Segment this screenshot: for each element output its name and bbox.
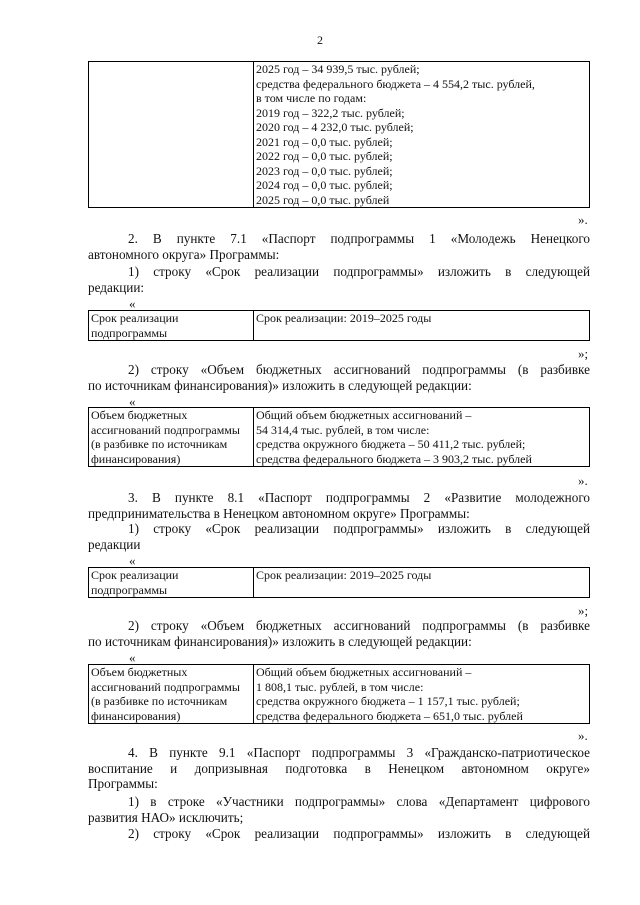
table-cell-label xyxy=(89,311,254,341)
closing-quote: »; xyxy=(578,346,589,361)
paragraph-line: воспитание и допризывная подготовка в Ненецком автономном округе» xyxy=(88,760,590,776)
paragraph-line: 2. В пункте 7.1 «Паспорт подпрограммы 1 «Молодежь Ненецкого xyxy=(128,231,590,246)
paragraph-line: по источникам финансирования)» изложить в следующей редакции: xyxy=(88,377,472,393)
table-line: Срок реализации: 2019–2025 годы xyxy=(256,568,432,582)
paragraph-line: 1) в строке «Участники подпрограммы» слова «Департамент цифрового xyxy=(128,794,590,809)
table-cell-value xyxy=(254,568,590,598)
paragraph-4-1 xyxy=(88,794,590,825)
table-line: 2019 год – 322,2 тыс. рублей; xyxy=(256,105,405,120)
paragraph-line: 2) строку «Объем бюджетных ассигнований подпрограммы (в разбивке xyxy=(128,362,590,377)
table-line: 2022 год – 0,0 тыс. рублей; xyxy=(256,149,393,163)
closing-quote: »; xyxy=(578,603,589,618)
closing-quote: ». xyxy=(578,728,588,743)
table-line: 2025 год – 34 939,5 тыс. рублей; xyxy=(256,62,420,76)
table-line: в том числе по годам: xyxy=(256,91,367,105)
table-line: Общий объем бюджетных ассигнований – xyxy=(256,665,472,679)
paragraph-2-1 xyxy=(88,264,590,295)
table-line: 2023 год – 0,0 тыс. рублей; xyxy=(256,163,393,178)
table-line: средства окружного бюджета – 1 157,1 тыс. рублей; xyxy=(256,694,520,708)
paragraph-line: предпринимательства в Ненецком автономном округе» Программы: xyxy=(88,505,470,521)
paragraph-line: 3. В пункте 8.1 «Паспорт подпрограммы 2 «Развитие молодежного xyxy=(128,490,590,505)
paragraph-line: 1) строку «Срок реализации подпрограммы» изложить в следующей xyxy=(128,264,590,279)
paragraph-2 xyxy=(88,231,590,262)
table-line: ассигнований подпрограммы xyxy=(91,422,240,437)
table-cell-value xyxy=(254,665,590,724)
table-line: 1 808,1 тыс. рублей, в том числе: xyxy=(256,679,424,694)
table-line: подпрограммы xyxy=(91,582,168,597)
table-line: Срок реализации: 2019–2025 годы xyxy=(256,311,432,325)
paragraph-line: 2) строку «Объем бюджетных ассигнований подпрограммы (в разбивке xyxy=(128,618,590,633)
paragraph-line: Программы: xyxy=(88,776,158,791)
table-line: финансирования) xyxy=(91,451,181,466)
paragraph-line: 4. В пункте 9.1 «Паспорт подпрограммы 3 «Гражданско-патриотическое xyxy=(128,745,590,760)
opening-quote: « xyxy=(129,296,136,311)
paragraph-3 xyxy=(88,490,590,521)
table-cell-value xyxy=(254,408,590,467)
closing-quote: ». xyxy=(578,473,588,488)
opening-quote: « xyxy=(129,394,136,409)
table-line: 2025 год – 0,0 тыс. рублей xyxy=(256,192,390,207)
paragraph-line: редакции: xyxy=(88,279,145,295)
table-cell-label xyxy=(89,665,254,724)
table-line: 2020 год – 4 232,0 тыс. рублей; xyxy=(256,120,414,134)
table-cell-funding xyxy=(254,62,590,208)
table-line: 54 314,4 тыс. рублей, в том числе: xyxy=(256,422,430,437)
paragraph-3-2 xyxy=(88,618,590,649)
table-cell-label xyxy=(89,408,254,467)
table-line: 2021 год – 0,0 тыс. рублей; xyxy=(256,134,393,149)
table-budget xyxy=(88,407,590,467)
table-line: подпрограммы xyxy=(91,325,168,340)
table-line: средства федерального бюджета – 4 554,2 тыс. рублей, xyxy=(256,76,535,91)
table-line: ассигнований подпрограммы xyxy=(91,679,240,694)
table-cell-empty xyxy=(89,62,254,208)
table-line: Срок реализации xyxy=(91,311,179,325)
table-line: (в разбивке по источникам xyxy=(91,694,228,708)
opening-quote: « xyxy=(129,553,136,568)
page-number: 2 xyxy=(317,33,323,47)
paragraph-line: по источникам финансирования)» изложить в следующей редакции: xyxy=(88,633,472,649)
paragraph-line: 2) строку «Срок реализации подпрограммы» изложить в следующей xyxy=(128,826,590,841)
table-line: финансирования) xyxy=(91,708,181,723)
paragraph-2-2 xyxy=(88,362,590,393)
table-term xyxy=(88,310,590,341)
table-term xyxy=(88,567,590,598)
paragraph-line: 1) строку «Срок реализации подпрограммы» изложить в следующей xyxy=(128,521,590,536)
paragraph-line: редакции xyxy=(88,536,141,552)
table-budget xyxy=(88,664,590,724)
table-funding-continuation xyxy=(88,61,590,208)
table-line: средства окружного бюджета – 50 411,2 тыс. рублей; xyxy=(256,437,526,451)
table-line: 2024 год – 0,0 тыс. рублей; xyxy=(256,178,393,192)
paragraph-line: автономного округа» Программы: xyxy=(88,246,280,262)
paragraph-4-2 xyxy=(88,826,590,842)
closing-quote: ». xyxy=(578,212,588,227)
table-line: средства федерального бюджета – 3 903,2 тыс. рублей xyxy=(256,451,532,466)
table-line: (в разбивке по источникам xyxy=(91,437,228,451)
table-line: Срок реализации xyxy=(91,568,179,582)
paragraph-3-1 xyxy=(88,521,590,552)
paragraph-line: развития НАО» исключить; xyxy=(88,809,244,825)
opening-quote: « xyxy=(129,650,136,665)
paragraph-4 xyxy=(88,745,590,792)
table-line: Общий объем бюджетных ассигнований – xyxy=(256,408,472,422)
table-cell-label xyxy=(89,568,254,598)
table-cell-value xyxy=(254,311,590,341)
table-line: средства федерального бюджета – 651,0 тыс. рублей xyxy=(256,708,523,723)
table-line: Объем бюджетных xyxy=(91,408,188,422)
table-line: Объем бюджетных xyxy=(91,665,188,679)
